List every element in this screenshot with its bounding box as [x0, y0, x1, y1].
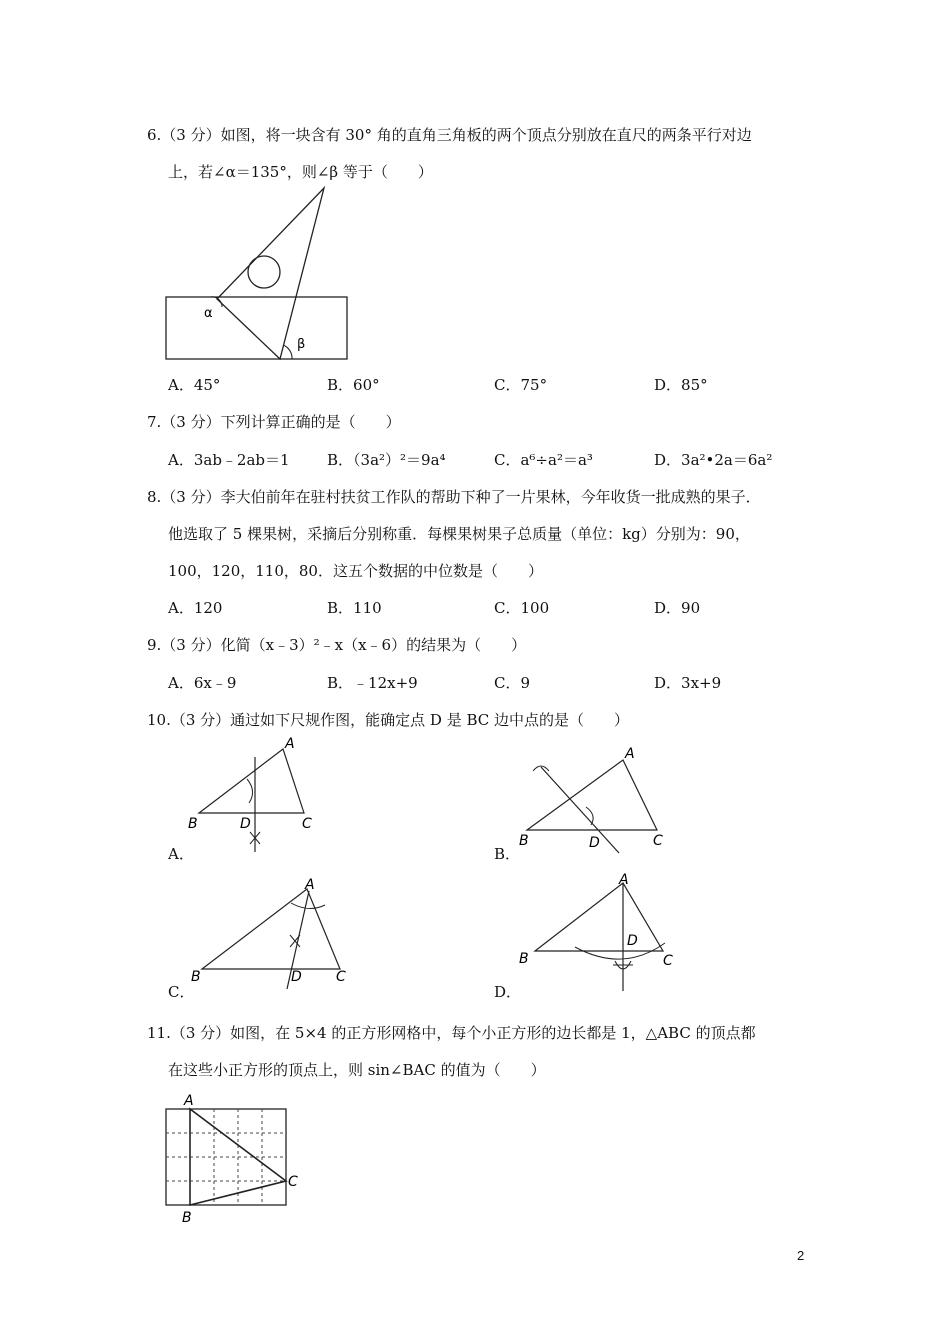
- q10c-label-d: D: [291, 969, 302, 985]
- q11-label-a: A: [184, 1093, 194, 1109]
- q9-option-d: D．3x+9: [654, 674, 722, 692]
- q10-option-b-letter: B．: [494, 845, 521, 863]
- q6-option-a: A．45°: [168, 376, 221, 394]
- q8-option-c: C．100: [494, 599, 550, 617]
- q10c-label-b: B: [191, 969, 201, 985]
- q6-figure: [160, 185, 360, 365]
- q10d-label-a: A: [619, 873, 629, 888]
- q6-stem-line2: 上，若∠α＝135°，则∠β 等于（ ）: [168, 163, 433, 181]
- q11-label-c: C: [288, 1174, 298, 1190]
- q11-figure: [160, 1092, 310, 1227]
- q10b-label-a: A: [625, 746, 635, 762]
- q9-stem: 9.（3 分）化简（x﹣3）²﹣x（x﹣6）的结果为（ ）: [147, 636, 527, 654]
- q10-option-c-letter: C．: [168, 983, 195, 1001]
- q10a-label-c: C: [302, 816, 312, 832]
- q8-option-d: D．90: [654, 599, 701, 617]
- q10b-label-c: C: [653, 833, 663, 849]
- q8-stem-line2: 他选取了 5 棵果树，采摘后分别称重．每棵果树果子总质量（单位：kg）分别为：90，: [168, 525, 750, 543]
- q10-stem: 10.（3 分）通过如下尺规作图，能确定点 D 是 BC 边中点的是（ ）: [147, 711, 630, 729]
- q10c-label-a: A: [305, 877, 315, 893]
- q6-stem-line1: 6.（3 分）如图，将一块含有 30° 角的直角三角板的两个顶点分别放在直尺的两条平行对边: [147, 126, 752, 144]
- q10a-label-b: B: [188, 816, 198, 832]
- q10a-label-a: A: [285, 736, 295, 752]
- q9-option-c: C．9: [494, 674, 531, 692]
- q6-alpha-label: α: [204, 306, 213, 321]
- q10-option-d-letter: D．: [494, 983, 522, 1001]
- q8-option-a: A．120: [168, 599, 223, 617]
- q10-figure-a: [185, 735, 325, 855]
- q10d-label-c: C: [663, 953, 673, 969]
- q6-option-d: D．85°: [654, 376, 708, 394]
- q6-option-b: B．60°: [327, 376, 380, 394]
- q6-option-c: C．75°: [494, 376, 548, 394]
- q10b-label-b: B: [519, 833, 529, 849]
- q8-option-b: B．110: [327, 599, 382, 617]
- q6-beta-label: β: [297, 337, 306, 352]
- q11-label-b: B: [182, 1210, 192, 1226]
- q7-option-a: A．3ab﹣2ab＝1: [168, 451, 290, 469]
- q7-option-b: B．（3a²）²＝9a⁴: [327, 451, 446, 469]
- q11-stem-line1: 11.（3 分）如图，在 5×4 的正方形网格中，每个小正方形的边长都是 1，△ABC 的顶点都: [147, 1024, 756, 1042]
- q7-stem: 7.（3 分）下列计算正确的是（ ）: [147, 413, 401, 431]
- q10-option-a-letter: A．: [168, 845, 194, 863]
- q11-stem-line2: 在这些小正方形的顶点上，则 sin∠BAC 的值为（ ）: [168, 1061, 546, 1079]
- q10-figure-b: [515, 745, 685, 857]
- q10-figure-c: [185, 877, 355, 997]
- q10b-label-d: D: [589, 835, 600, 851]
- q10a-label-d: D: [240, 816, 251, 832]
- q10c-label-c: C: [336, 969, 346, 985]
- q10d-label-d: D: [627, 933, 638, 949]
- q9-option-b: B．﹣12x+9: [327, 674, 418, 692]
- q7-option-d: D．3a²•2a＝6a²: [654, 451, 773, 469]
- q8-stem-line3: 100，120，110，80．这五个数据的中位数是（ ）: [168, 562, 543, 580]
- q10d-label-b: B: [519, 951, 529, 967]
- q7-option-c: C．a⁶÷a²＝a³: [494, 451, 593, 469]
- q11-grid-lines: [166, 1109, 286, 1205]
- q10-figure-d: [515, 873, 685, 995]
- q9-option-a: A．6x﹣9: [168, 674, 237, 692]
- q8-stem-line1: 8.（3 分）李大伯前年在驻村扶贫工作队的帮助下种了一片果林，今年收货一批成熟的果子．: [147, 488, 761, 506]
- page-number: 2: [797, 1248, 805, 1263]
